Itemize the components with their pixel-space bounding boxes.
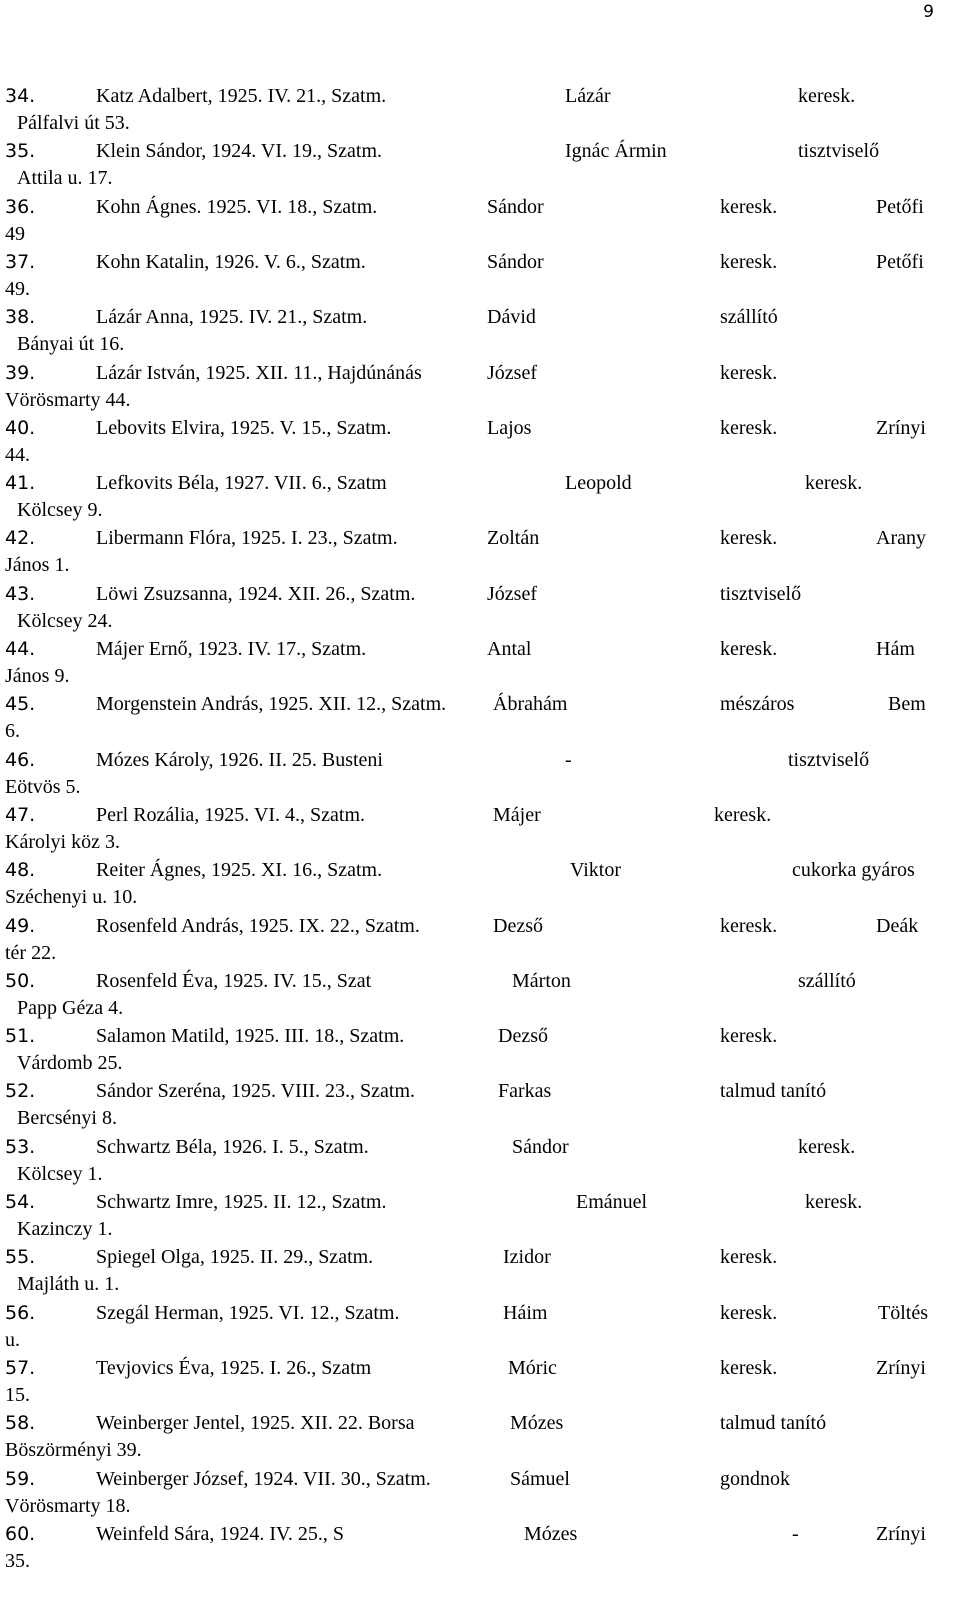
entry-number: 46. xyxy=(5,749,36,771)
entry-number: 45. xyxy=(5,693,36,715)
entry-occupation: keresk. xyxy=(720,1302,778,1324)
entry-address: 49. xyxy=(5,278,30,300)
entry-number: 49. xyxy=(5,915,36,937)
entry-occupation: keresk. xyxy=(720,1357,778,1379)
list-item xyxy=(0,969,960,1025)
entry-address: János 1. xyxy=(5,554,70,576)
entry-address: Attila u. 17. xyxy=(17,167,113,189)
entry-address: Pálfalvi út 53. xyxy=(17,112,130,134)
entry-number: 43. xyxy=(5,583,36,605)
entry-father: Sándor xyxy=(512,1136,569,1158)
entry-father: Leopold xyxy=(565,472,632,494)
entry-number: 50. xyxy=(5,970,36,992)
entry-occupation: tisztviselő xyxy=(720,583,802,605)
entry-occupation: mészáros xyxy=(720,693,795,715)
entry-number: 48. xyxy=(5,859,36,881)
entry-name: Lázár István, 1925. XII. 11., Hajdúnánás xyxy=(96,362,422,384)
list-item xyxy=(0,748,960,804)
entry-father: Ignác Ármin xyxy=(565,140,667,162)
entry-name: Weinberger József, 1924. VII. 30., Szatm. xyxy=(96,1468,431,1490)
entry-name: Kohn Katalin, 1926. V. 6., Szatm. xyxy=(96,251,366,273)
entry-street: Bem xyxy=(888,693,926,715)
entry-occupation: keresk. xyxy=(720,251,778,273)
entry-name: Lefkovits Béla, 1927. VII. 6., Szatm xyxy=(96,472,387,494)
page-number: 9 xyxy=(923,2,934,22)
list-item xyxy=(0,250,960,306)
list-item xyxy=(0,139,960,195)
entry-address: János 9. xyxy=(5,665,70,687)
entry-father: Dávid xyxy=(487,306,536,328)
entry-number: 53. xyxy=(5,1136,36,1158)
entry-name: Klein Sándor, 1924. VI. 19., Szatm. xyxy=(96,140,383,162)
list-item xyxy=(0,361,960,417)
entry-name: Spiegel Olga, 1925. II. 29., Szatm. xyxy=(96,1246,374,1268)
entry-name: Tevjovics Éva, 1925. I. 26., Szatm xyxy=(96,1357,372,1379)
entry-name: Löwi Zsuzsanna, 1924. XII. 26., Szatm. xyxy=(96,583,416,605)
entry-name: Salamon Matild, 1925. III. 18., Szatm. xyxy=(96,1025,405,1047)
entry-occupation: keresk. xyxy=(720,527,778,549)
entry-father: Dezső xyxy=(498,1025,548,1047)
entry-occupation: tisztviselő xyxy=(798,140,880,162)
list-item xyxy=(0,1411,960,1467)
entry-number: 56. xyxy=(5,1302,36,1324)
entry-street: Petőfi xyxy=(876,196,924,218)
entry-name: Szegál Herman, 1925. VI. 12., Szatm. xyxy=(96,1302,400,1324)
entry-father: Emánuel xyxy=(576,1191,648,1213)
entry-address: Eötvös 5. xyxy=(5,776,81,798)
entry-street: Zrínyi xyxy=(876,417,926,439)
entry-number: 40. xyxy=(5,417,36,439)
entry-address: Majláth u. 1. xyxy=(17,1273,120,1295)
entry-name: Rosenfeld András, 1925. IX. 22., Szatm. xyxy=(96,915,420,937)
entry-name: Weinberger Jentel, 1925. XII. 22. Borsa xyxy=(96,1412,415,1434)
entry-number: 51. xyxy=(5,1025,36,1047)
entry-name: Rosenfeld Éva, 1925. IV. 15., Szat xyxy=(96,970,372,992)
entry-address: Papp Géza 4. xyxy=(17,997,124,1019)
entry-address: 15. xyxy=(5,1384,30,1406)
entry-number: 54. xyxy=(5,1191,36,1213)
list-item xyxy=(0,471,960,527)
entry-father: Móric xyxy=(508,1357,557,1379)
entry-number: 39. xyxy=(5,362,36,384)
entry-address: Kazinczy 1. xyxy=(17,1218,113,1240)
entry-name: Lázár Anna, 1925. IV. 21., Szatm. xyxy=(96,306,368,328)
entry-street: Deák xyxy=(876,915,919,937)
entry-address: Károlyi köz 3. xyxy=(5,831,120,853)
entry-father: Sándor xyxy=(487,251,544,273)
entry-occupation: talmud tanító xyxy=(720,1080,827,1102)
list-item xyxy=(0,195,960,251)
entry-number: 42. xyxy=(5,527,36,549)
list-item xyxy=(0,1356,960,1412)
entry-number: 60. xyxy=(5,1523,36,1545)
list-item xyxy=(0,526,960,582)
entry-name: Reiter Ágnes, 1925. XI. 16., Szatm. xyxy=(96,859,383,881)
list-item xyxy=(0,582,960,638)
entry-address: Várdomb 25. xyxy=(17,1052,123,1074)
entry-occupation: keresk. xyxy=(720,638,778,660)
entry-occupation: gondnok xyxy=(720,1468,790,1490)
entry-address: Kölcsey 24. xyxy=(17,610,113,632)
list-item xyxy=(0,803,960,859)
entry-name: Májer Ernő, 1923. IV. 17., Szatm. xyxy=(96,638,367,660)
entry-address: 6. xyxy=(5,720,20,742)
entry-occupation: cukorka gyáros xyxy=(792,859,915,881)
entry-street: Zrínyi xyxy=(876,1357,926,1379)
entry-name: Morgenstein András, 1925. XII. 12., Szatm. xyxy=(96,693,447,715)
entry-father: Sámuel xyxy=(510,1468,570,1490)
entry-father: Májer xyxy=(493,804,541,826)
entry-occupation: keresk. xyxy=(720,196,778,218)
entry-number: 34. xyxy=(5,85,36,107)
entry-street: Zrínyi xyxy=(876,1523,926,1545)
list-item xyxy=(0,1522,960,1578)
entry-address: Böszörményi 39. xyxy=(5,1439,142,1461)
entry-occupation: keresk. xyxy=(805,1191,863,1213)
entry-father: Sándor xyxy=(487,196,544,218)
entry-father: Mózes xyxy=(510,1412,564,1434)
list-item xyxy=(0,1024,960,1080)
entry-occupation: keresk. xyxy=(805,472,863,494)
list-item xyxy=(0,1135,960,1191)
entry-father: Mózes xyxy=(524,1523,578,1545)
entry-number: 58. xyxy=(5,1412,36,1434)
entry-street: Töltés xyxy=(878,1302,928,1324)
entry-address: Széchenyi u. 10. xyxy=(5,886,138,908)
entry-father: Antal xyxy=(487,638,532,660)
entry-father: József xyxy=(487,583,537,605)
entry-occupation: keresk. xyxy=(798,85,856,107)
entry-address: Vörösmarty 18. xyxy=(5,1495,131,1517)
entry-name: Schwartz Béla, 1926. I. 5., Szatm. xyxy=(96,1136,369,1158)
entry-address: u. xyxy=(5,1329,20,1351)
entry-occupation: keresk. xyxy=(720,417,778,439)
list-item xyxy=(0,1245,960,1301)
list-item xyxy=(0,692,960,748)
entry-address: Vörösmarty 44. xyxy=(5,389,131,411)
entry-address: Bercsényi 8. xyxy=(17,1107,117,1129)
entry-occupation: talmud tanító xyxy=(720,1412,827,1434)
list-item xyxy=(0,1079,960,1135)
entry-number: 47. xyxy=(5,804,36,826)
entry-father: Ábrahám xyxy=(493,693,568,715)
entry-name: Mózes Károly, 1926. II. 25. Busteni xyxy=(96,749,383,771)
entry-street: Petőfi xyxy=(876,251,924,273)
entry-name: Schwartz Imre, 1925. II. 12., Szatm. xyxy=(96,1191,387,1213)
entry-street: Arany xyxy=(876,527,926,549)
entry-number: 52. xyxy=(5,1080,36,1102)
list-item xyxy=(0,1467,960,1523)
entry-number: 57. xyxy=(5,1357,36,1379)
list-item xyxy=(0,416,960,472)
entry-address: Kölcsey 1. xyxy=(17,1163,103,1185)
entry-occupation: - xyxy=(792,1523,799,1545)
entry-father: Viktor xyxy=(570,859,622,881)
entry-occupation: keresk. xyxy=(720,915,778,937)
entry-number: 55. xyxy=(5,1246,36,1268)
list-item xyxy=(0,305,960,361)
entry-name: Kohn Ágnes. 1925. VI. 18., Szatm. xyxy=(96,196,378,218)
entry-father: Zoltán xyxy=(487,527,540,549)
entry-address: Kölcsey 9. xyxy=(17,499,103,521)
entry-father: - xyxy=(565,749,572,771)
entry-father: Dezső xyxy=(493,915,543,937)
entry-father: Izidor xyxy=(503,1246,551,1268)
entry-father: Háim xyxy=(503,1302,548,1324)
entry-occupation: szállító xyxy=(720,306,778,328)
entry-number: 59. xyxy=(5,1468,36,1490)
entry-number: 36. xyxy=(5,196,36,218)
entry-occupation: keresk. xyxy=(720,1025,778,1047)
entry-number: 37. xyxy=(5,251,36,273)
entry-father: Farkas xyxy=(498,1080,552,1102)
list-item xyxy=(0,858,960,914)
entry-address: 49 xyxy=(5,223,25,245)
entry-father: Lázár xyxy=(565,85,611,107)
list-item xyxy=(0,637,960,693)
list-item xyxy=(0,84,960,140)
entry-occupation: szállító xyxy=(798,970,856,992)
list-item xyxy=(0,1301,960,1357)
entry-name: Katz Adalbert, 1925. IV. 21., Szatm. xyxy=(96,85,387,107)
entry-occupation: keresk. xyxy=(720,1246,778,1268)
entry-name: Lebovits Elvira, 1925. V. 15., Szatm. xyxy=(96,417,392,439)
entry-address: Bányai út 16. xyxy=(17,333,125,355)
entry-name: Libermann Flóra, 1925. I. 23., Szatm. xyxy=(96,527,398,549)
entry-occupation: keresk. xyxy=(714,804,772,826)
entry-address: 35. xyxy=(5,1550,30,1572)
entry-father: Lajos xyxy=(487,417,532,439)
entry-number: 38. xyxy=(5,306,36,328)
entry-street: Hám xyxy=(876,638,915,660)
entry-name: Perl Rozália, 1925. VI. 4., Szatm. xyxy=(96,804,366,826)
entry-father: József xyxy=(487,362,537,384)
entry-occupation: keresk. xyxy=(798,1136,856,1158)
entry-number: 35. xyxy=(5,140,36,162)
entry-number: 44. xyxy=(5,638,36,660)
entry-occupation: keresk. xyxy=(720,362,778,384)
entry-number: 41. xyxy=(5,472,36,494)
entry-father: Márton xyxy=(512,970,571,992)
list-item xyxy=(0,914,960,970)
entry-address: tér 22. xyxy=(5,942,57,964)
list-item xyxy=(0,1190,960,1246)
entry-name: Sándor Szeréna, 1925. VIII. 23., Szatm. xyxy=(96,1080,416,1102)
entry-address: 44. xyxy=(5,444,30,466)
entry-occupation: tisztviselő xyxy=(788,749,870,771)
entry-name: Weinfeld Sára, 1924. IV. 25., S xyxy=(96,1523,344,1545)
